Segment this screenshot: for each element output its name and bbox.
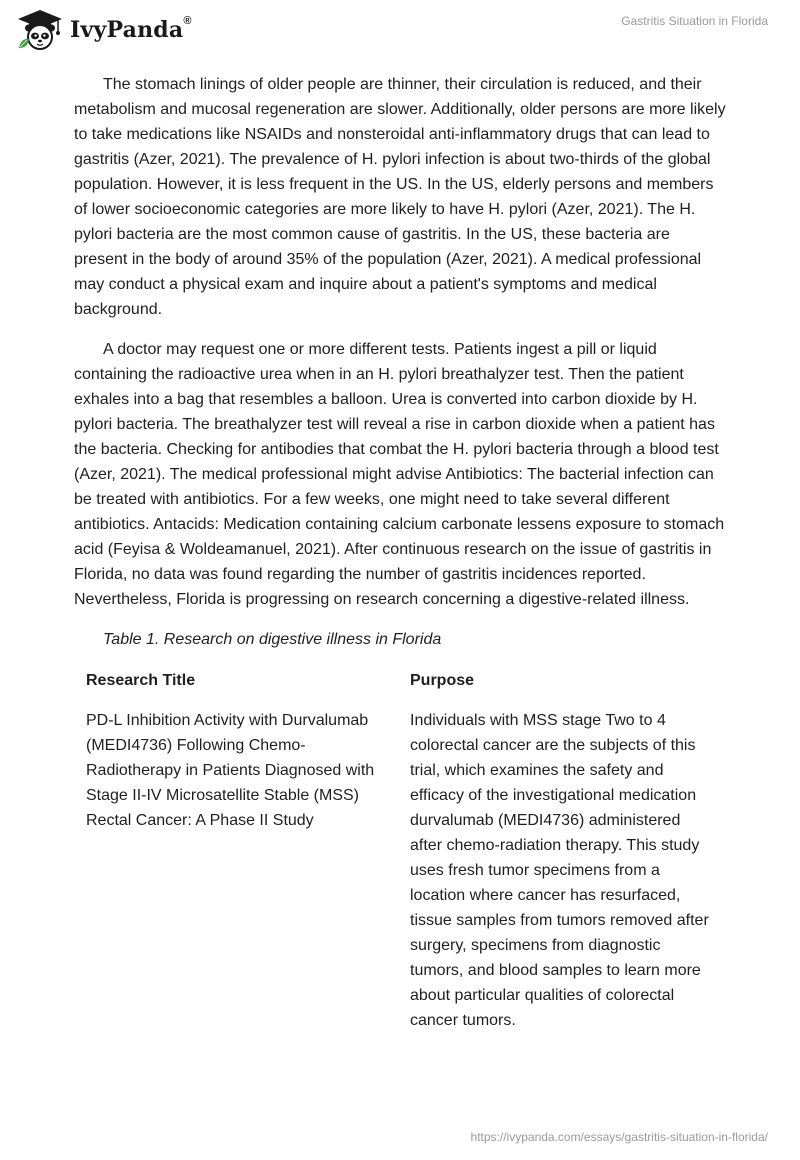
ivypanda-logo[interactable]	[16, 8, 192, 52]
source-url-link[interactable]: https://ivypanda.com/essays/gastritis-situation-in-florida/	[470, 1130, 768, 1144]
paragraph-1: The stomach linings of older people are thinner, their circulation is reduced, and their metabolism and mucosal regeneration are slower. Additionally, older persons are more likely to take medications like NSAIDs and nonsteroidal anti-inflammatory drugs that can lead to gastritis (Azer, 2021). The prevalence of H. pylori infection is about two-thirds of the global population. However, it is less frequent in the US. In the US, elderly persons and members of lower socioeconomic categories are more likely to have H. pylori (Azer, 2021). The H. pylori bacteria are the most common cause of gastritis. In the US, these bacteria are present in the body of around 35% of the population (Azer, 2021). A medical professional may conduct a physical exam and inquire about a patient's symptoms and medical background.	[74, 76, 726, 318]
brand-name	[70, 17, 192, 43]
table-header-research-title: Research Title	[86, 672, 196, 689]
panda-graduation-cap-icon	[16, 8, 64, 52]
table-cell-purpose: Individuals with MSS stage Two to 4 colorectal cancer are the subjects of this trial, which examines the safety and efficacy of the investigational medication durvalumab (MEDI4736) administered after chemo-radiation therapy. This study uses fresh tumor specimens from a location where cancer has resurfaced, tissue samples from tumors removed after surgery, specimens from diagnostic tumors, and blood samples to learn more about particular qualities of colorectal cancer tumors.	[410, 712, 709, 1029]
table-header-purpose: Purpose	[410, 672, 475, 689]
table-caption: Table 1. Research on digestive illness in Florida	[103, 631, 442, 648]
essay-content	[74, 72, 726, 1033]
page-header	[0, 0, 800, 60]
paragraph-2: A doctor may request one or more different tests. Patients ingest a pill or liquid containing the radioactive urea when in an H. pylori breathalyzer test. Then the patient exhales into a bag that resembles a balloon. Urea is converted into carbon dioxide by H. pylori bacteria. The breathalyzer test will reveal a rise in carbon dioxide when a patient has the bacteria. Checking for antibodies that combat the H. pylori bacteria through a blood test (Azer, 2021). The medical professional might advise Antibiotics: The bacterial infection can be treated with antibiotics. For a few weeks, one might need to take several different antibiotics. Antacids: Medication containing calcium carbonate lessens exposure to stomach acid (Feyisa & Woldeamanuel, 2021). After continuous research on the issue of gastritis in Florida, no data was found regarding the number of gastritis incidences reported. Nevertheless, Florida is progressing on research concerning a digestive-related illness.	[74, 341, 725, 608]
table-row	[86, 708, 726, 1033]
research-table	[86, 668, 726, 1033]
document-title: Gastritis Situation in Florida	[621, 14, 768, 28]
registered-mark: ®	[183, 15, 192, 27]
brand-name-text: IvyPanda	[70, 17, 184, 43]
table-header-row	[86, 668, 726, 693]
table-cell-research-title: PD-L Inhibition Activity with Durvalumab (MEDI4736) Following Chemo-Radiotherapy in Patients Diagnosed with Stage II-IV Microsatellite Stable (MSS) Rectal Cancer: A Phase II Study	[86, 712, 375, 829]
